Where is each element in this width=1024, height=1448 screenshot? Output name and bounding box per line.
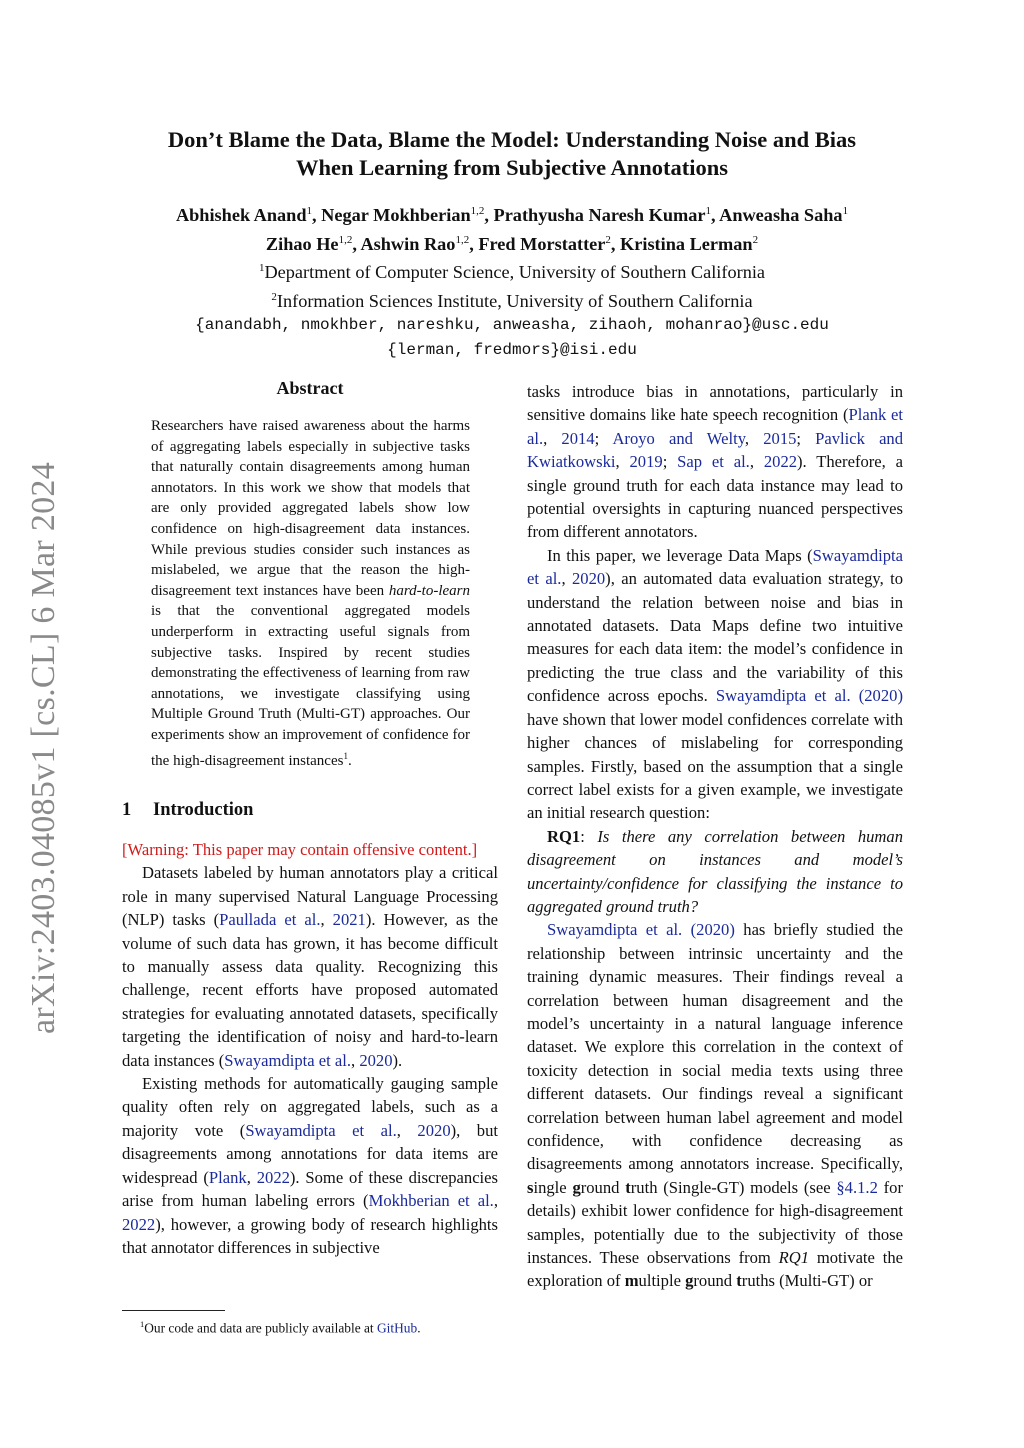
affiliation-mark: 1 — [705, 205, 711, 217]
arxiv-identifier: arXiv:2403.04085v1 [cs.CL] 6 Mar 2024 — [25, 461, 62, 1034]
intro-paragraph-5 — [527, 918, 903, 1293]
section-heading-introduction — [122, 800, 253, 821]
citation-link[interactable] — [630, 452, 663, 471]
footnote — [122, 1315, 498, 1337]
citation-link[interactable] — [547, 920, 735, 939]
citation-link[interactable] — [245, 1121, 396, 1140]
abstract-emphasis: hard-to-learn — [388, 582, 470, 599]
text-span: ). Therefore, a single ground truth for each data instance may lead to potential oversights in capturing nuanced perspectives from different annotators. — [527, 452, 904, 542]
title-line-2: When Learning from Subjective Annotations — [295, 155, 729, 180]
author-name: Zihao He — [265, 233, 339, 254]
text-span: ), but disagreements among annotations for data items are widespread ( — [122, 1120, 498, 1187]
text-span: Datasets labeled by human annotators play a critical role in many supervised Natural Language Processing (NLP) tasks ( — [122, 863, 498, 930]
citation-author: Sap et al. — [677, 452, 750, 472]
abstract-heading: Abstract — [276, 378, 344, 398]
rq-text: Is there any correlation between human disagreement on instances and model’s uncertainty/confidence for classifying the instance to aggregated ground truth? — [527, 826, 903, 916]
citation-author: Swayamdipta et al. — [715, 686, 851, 706]
abstract-text — [151, 416, 470, 771]
bold-letter: t — [736, 1271, 742, 1291]
affiliation-mark: 1 — [842, 205, 849, 217]
text-span: ruths — [741, 1271, 775, 1291]
bold-letter: s — [527, 1177, 534, 1197]
citation-link[interactable] — [359, 1051, 392, 1070]
citation-year: (2020) — [858, 686, 903, 706]
bold-letter: g — [572, 1177, 581, 1197]
abstract-span: is that the conventional aggregated models underperform in extracting useful signals from subjective tasks. Inspired by recent studies demonstrating the effectiveness of learning from raw annotations, we investigate classifying using Multiple Ground Truth (Multi-GT) approaches. Our experiments show an improvement of confidence for the high-disagreement instances — [151, 603, 470, 769]
citation-author: Plank — [208, 1167, 247, 1187]
citation-link[interactable] — [219, 910, 320, 929]
citation-link[interactable] — [561, 429, 594, 448]
affiliation-text: Information Sciences Institute, University of Southern California — [276, 290, 753, 311]
citation-link[interactable] — [764, 452, 797, 471]
citation-year: 2022 — [763, 452, 798, 472]
citation-link[interactable] — [612, 429, 744, 448]
citation-author: Swayamdipta et al. — [547, 920, 683, 940]
footnote-mark: 1 — [140, 1319, 145, 1329]
citation-author: Paullada et al. — [219, 910, 321, 930]
text-span: In this paper, we leverage Data Maps ( — [547, 545, 813, 565]
left-column-body — [122, 838, 498, 1259]
affiliation-mark: 2 — [271, 290, 277, 303]
text-span: ). — [392, 1050, 403, 1070]
citation-year: 2022 — [122, 1214, 156, 1234]
bold-letter: m — [624, 1271, 639, 1291]
rq-label: RQ1 — [547, 826, 581, 846]
email-line-1: {anandabh, nmokhber, nareshku, anweasha, zihaoh, mohanrao}@usc.edu — [195, 316, 829, 335]
text-span: have shown that lower model confidences correlate with higher chances of mislabeling for corresponding samples. Firstly, based on the assumption that a single correct label exists for a given example, we investigate an initial research question: — [527, 709, 903, 823]
affiliation-text: Department of Computer Science, University of Southern California — [264, 262, 766, 283]
intro-paragraph-4: In this paper, we leverage Data Maps (Swayamdipta et al., 2020), an automated data evaluation strategy, to understand the relation between noise and bias in annotated datasets. Data Maps define two intuitive measures for each data item: the model’s confidence in predicting the true class and the variability of this confidence across epochs. Swayamdipta et al. (2020) have shown that lower model confidences correlate with higher chances of mislabeling for corresponding samples. Firstly, based on the assumption that a single correct label exists for a given example, we investigate an initial research question: — [527, 545, 904, 823]
affiliation-mark: 1,2 — [470, 205, 485, 217]
citation-link[interactable] — [572, 569, 605, 588]
citation-author: Pavlick and Kwiatkowski — [527, 428, 904, 472]
abstract-span: . — [347, 752, 352, 769]
text-span: has briefly studied the relationship between intrinsic uncertainty and the training dynamic measures. Their findings reveal a correlation between human disagreement and the model’s uncertainty in a natural language inference dataset. We explore this correlation in the context of toxicity detection in social media texts using three different datasets. Our findings reveal a significant correlation between human label agreement and model confidence, with confidence decreasing as disagreements among annotators increase. Specifically, — [527, 920, 903, 1174]
text-span: (Single-GT) models (see — [657, 1177, 837, 1197]
author-name: , Kristina Lerman — [610, 233, 753, 254]
author-name: , Negar Mokhberian — [312, 205, 471, 226]
footnote-text: . — [417, 1320, 421, 1336]
affiliation-mark: 1 — [258, 262, 265, 275]
citation-author: Mokhberian et al. — [368, 1191, 494, 1211]
citation-link[interactable] — [224, 1051, 351, 1070]
citation-link[interactable] — [333, 910, 366, 929]
author-name: , Ashwin Rao — [352, 233, 456, 254]
citation-link[interactable] — [209, 1168, 247, 1187]
citation-author: Swayamdipta et al. — [527, 545, 903, 589]
bold-letter: g — [685, 1271, 694, 1291]
text-span: Existing methods for automatically gauging sample quality often rely on aggregated labels, such as a majority vote ( — [122, 1074, 498, 1140]
citation-year: 2015 — [763, 428, 797, 448]
text-span: ultiple — [638, 1271, 686, 1291]
citation-author: Swayamdipta et al. — [245, 1120, 397, 1140]
citation-author: Aroyo and Welty — [612, 428, 745, 448]
intro-paragraph-3: tasks introduce bias in annotations, particularly in sensitive domains like hate speech recognition (Plank et al., 2014; Aroyo and Welty, 2015; Pavlick and Kwiatkowski, 2019; Sap et al., 2022). Therefore, a single ground truth for each data instance may lead to potential oversights in capturing nuanced perspectives from different annotators. — [527, 382, 904, 542]
author-block — [100, 199, 924, 362]
text-span: : — [580, 826, 585, 846]
affiliation-mark: 2 — [752, 233, 759, 246]
affiliation-mark: 2 — [605, 233, 611, 246]
text-span: tasks introduce bias in annotations, particularly in sensitive domains like hate speech recognition ( — [527, 382, 903, 425]
author-name: , Prathyusha Naresh Kumar — [484, 205, 706, 226]
citation-link[interactable] — [716, 686, 903, 705]
text-span: motivate the exploration of — [527, 1248, 903, 1291]
research-question-1 — [527, 825, 903, 919]
citation-link[interactable] — [417, 1121, 450, 1140]
text-span: round — [580, 1177, 626, 1197]
affiliation-mark: 1,2 — [338, 233, 353, 246]
intro-paragraph-1: Datasets labeled by human annotators play a critical role in many supervised Natural Language Processing (NLP) tasks (Paullada et al., 2021). However, as the volume of such data has grown, it has become difficult to manually assess data quality. Recognizing this challenge, recent efforts have proposed automated strategies for evaluating annotated datasets, specifically targeting the identification of noisy and hard-to-learn data instances (Swayamdipta et al., 2020). — [122, 863, 498, 1070]
citation-year: 2022 — [256, 1167, 290, 1187]
affiliation-2 — [100, 285, 924, 314]
affiliation-mark: 1 — [306, 205, 313, 217]
author-name: , Anweasha Saha — [710, 205, 843, 226]
text-span: (Multi-GT) or — [774, 1271, 873, 1291]
citation-year: 2020 — [417, 1120, 451, 1140]
citation-link[interactable] — [369, 1191, 494, 1210]
author-name: , Fred Morstatter — [469, 233, 606, 254]
citation-year: 2020 — [571, 569, 606, 589]
rq-emphasis: RQ1 — [778, 1248, 810, 1268]
text-span: ). However, as the volume of such data has grown, it has become difficult to manually assess data quality. Recognizing this challenge, recent efforts have proposed automated strategies for evaluating annotated datasets, specifically targeting the identification of noisy and hard-to-learn data instances ( — [122, 910, 498, 1070]
citation-year: 2014 — [561, 428, 595, 448]
citation-year: 2019 — [629, 452, 663, 472]
text-span: round — [693, 1271, 737, 1291]
content-warning: [Warning: This paper may contain offensive content.] — [122, 840, 478, 859]
section-title: Introduction — [153, 800, 254, 820]
intro-paragraph-2: Existing methods for automatically gauging sample quality often rely on aggregated labels, such as a majority vote (Swayamdipta et al., 2020), but disagreements among annotations for data items are widespread (Plank, 2022). Some of these discrepancies arise from human labeling errors (Mokhberian et al., 2022), however, a growing body of research highlights that annotator differences in subjective — [122, 1074, 498, 1257]
paper-title — [100, 126, 924, 182]
title-line-1: Don’t Blame the Data, Blame the Model: Understanding Noise and Bias — [167, 127, 857, 152]
citation-link[interactable] — [122, 1215, 155, 1234]
text-span: ingle — [533, 1177, 573, 1197]
citation-year: 2021 — [332, 910, 366, 930]
abstract-span: Researchers have raised awareness about the harms of aggregating labels especially in subjective tasks that naturally contain disagreements among human annotators. In this work we show that models that are only provided aggregated labels show low confidence on high-disagreement data instances. While previous studies consider such instances as mislabeled, we argue that the reason the high-disagreement text instances have been — [151, 418, 470, 599]
text-span: for details) exhibit lower confidence for high-disagreement samples, potentially due to the subjectivity of those instances. These observations from — [527, 1177, 903, 1268]
citation-link[interactable] — [763, 429, 796, 448]
citation-link[interactable] — [257, 1168, 290, 1187]
footnote-divider — [122, 1310, 225, 1311]
citation-year: 2020 — [359, 1050, 393, 1070]
email-line-2: {lerman, fredmors}@isi.edu — [387, 340, 637, 359]
bold-letter: t — [625, 1177, 631, 1197]
text-span: ), an automated data evaluation strategy, to understand the relation between noise and bias in annotated datasets. Data Maps define two intuitive measures for each data item: the model’s confidence in predicting the true class and the variability of this confidence across epochs. — [527, 569, 904, 706]
footnote-text: Our code and data are publicly available at — [144, 1320, 377, 1336]
author-line-1 — [100, 199, 924, 228]
section-number: 1 — [122, 800, 132, 820]
text-span: ruth — [630, 1177, 658, 1197]
author-name: Abhishek Anand — [175, 205, 307, 226]
affiliation-mark: 1,2 — [455, 233, 470, 246]
footnote-mark: 1 — [343, 750, 348, 761]
citation-link[interactable] — [677, 452, 750, 471]
text-span: ). Some of these discrepancies arise from human labeling errors ( — [122, 1167, 498, 1211]
author-line-2 — [100, 228, 924, 257]
section-reference-link[interactable]: §4.1.2 — [836, 1177, 878, 1197]
citation-author: Swayamdipta et al. — [224, 1050, 352, 1070]
text-span: ), however, a growing body of research highlights that annotator differences in subjective — [122, 1214, 498, 1257]
citation-author: Plank et al. — [527, 405, 903, 448]
github-link[interactable]: GitHub — [377, 1320, 418, 1336]
right-column-body — [527, 380, 903, 1293]
citation-year: (2020) — [690, 920, 735, 940]
affiliation-1 — [100, 256, 924, 285]
